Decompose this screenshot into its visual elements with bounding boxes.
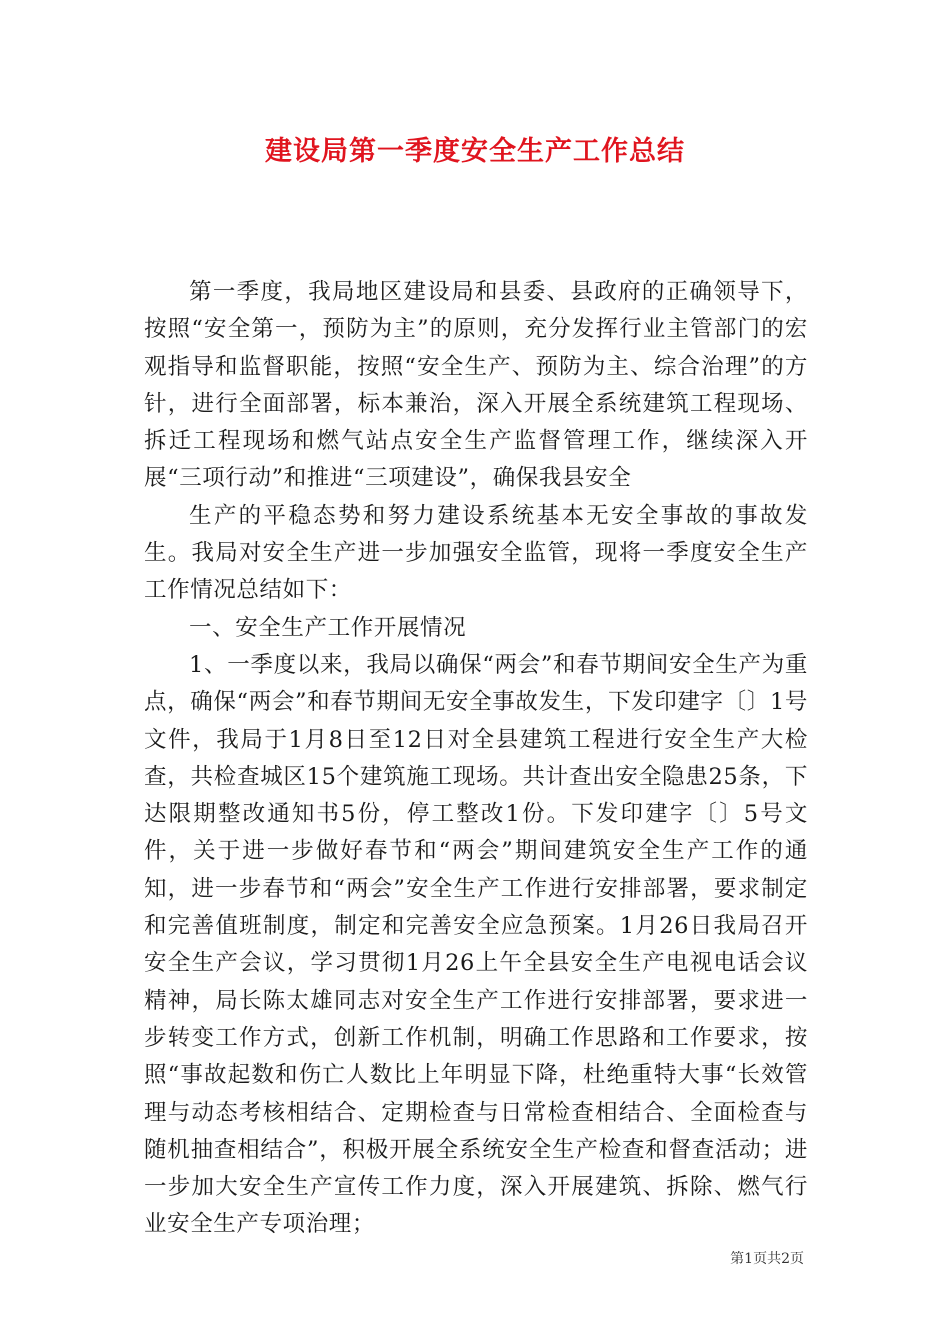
paragraph-summary-lead: 生产的平稳态势和努力建设系统基本无安全事故的事故发生。我局对安全生产进一步加强安全监管，现将一季度安全生产工作情况总结如下： [144,502,808,604]
page-number: 第1页共2页 [730,1251,804,1267]
paragraph-item-1: 1、一季度以来，我局以确保“两会”和春节期间安全生产为重点，确保“两会”和春节期间无安全事故发生，下发印建字〔〕1号文件，我局于1月8日至12日对全县建筑工程进行安全生产大检查，共检查城区15个建筑施工现场。共计查出安全隐患25条，下达限期整改通知书5份，停工整改1份。下发印建字〔〕5号文件，关于进一步做好春节和“两会”期间建筑安全生产工作的通知，进一步春节和“两会”安全生产工作进行安排部署，要求制定和完善值班制度，制定和完善安全应急预案。1月26日我局召开安全生产会议，学习贯彻1月26上午全县安全生产电视电话会议精神，局长陈太雄同志对安全生产工作进行安排部署，要求进一步转变工作方式，创新工作机制，明确工作思路和工作要求，按照“事故起数和伤亡人数比上年明显下降，杜绝重特大事“长效管理与动态考核相结合、定期检查与日常检查相结合、全面检查与随机抽查相结合”，积极开展全系统安全生产检查和督查活动；进一步加大安全生产宣传工作力度，深入开展建筑、拆除、燃气行业安全生产专项治理； [144,651,808,1238]
section-heading-1: 一、安全生产工作开展情况 [189,614,467,641]
document-title: 建设局第一季度安全生产工作总结 [265,136,685,167]
document-body [144,274,808,1244]
paragraph-intro: 第一季度，我局地区建设局和县委、县政府的正确领导下，按照“安全第一，预防为主”的原则，充分发挥行业主管部门的宏观指导和监督职能，按照“安全生产、预防为主、综合治理”的方针，进行全面部署，标本兼治，深入开展全系统建筑工程现场、拆迁工程现场和燃气站点安全生产监督管理工作，继续深入开展“三项行动”和推进“三项建设”，确保我县安全 [144,279,808,492]
